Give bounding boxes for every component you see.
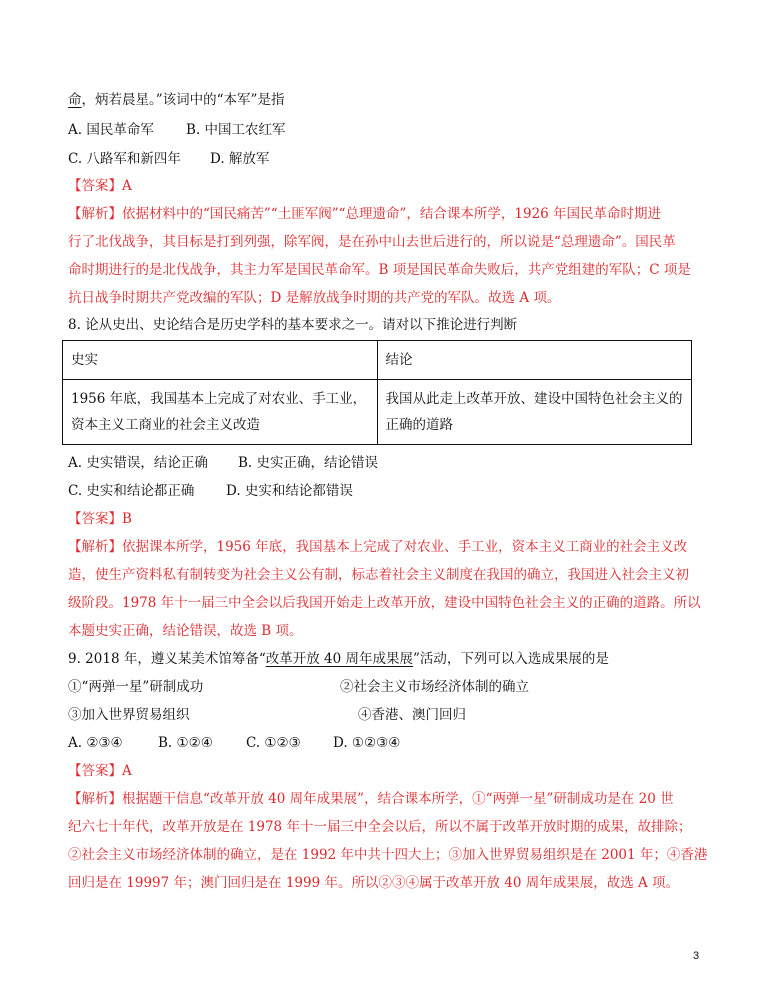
q9-stem [68, 650, 609, 668]
table-cell-conclusion: 我国从此走上改革开放、建设中国特色社会主义的正确的道路 [377, 380, 692, 445]
q8-analysis-line-1: 【解析】依据课本所学，1956 年底，我国基本上完成了对农业、手工业，资本主义工商业的社会主义改 [68, 539, 688, 555]
q9-option-a: A. ②③④ [68, 735, 123, 751]
q9-item-1: ①“两弹一星”研制成功 [68, 679, 204, 695]
q7-option-d: D. 解放军 [210, 151, 270, 167]
q8-analysis-line-2: 造，使生产资料私有制转变为社会主义公有制，标志着社会主义制度在我国的确立，我国进入社会主义初 [68, 567, 689, 583]
q9-stem-text-end: ”活动，下列可以入选成果展的是 [413, 651, 609, 667]
q8-analysis-line-4: 本题史实正确，结论错误，故选 B 项。 [68, 623, 303, 639]
q9-option-d: D. ①②③④ [333, 735, 401, 751]
q8-options-row-1 [68, 454, 379, 472]
q7-stem-text: ，炳若晨星。”该词中的“本军”是指 [81, 92, 285, 108]
q8-stem: 8. 论从史出、史论结合是历史学科的基本要求之一。请对以下推论进行判断 [68, 317, 518, 333]
table-header-cell: 结论 [377, 341, 692, 380]
q8-analysis-line-3: 级阶段。1978 年十一届三中全会以后我国开始走上改革开放，建设中国特色社会主义的正确的道路。所以 [68, 595, 701, 611]
table-row [63, 380, 692, 445]
q8-answer: 【答案】B [68, 511, 132, 527]
q9-analysis-line-3: ②社会主义市场经济体制的确立，是在 1992 年中共十四大上；③加入世界贸易组织是在 2001 年；④香港 [68, 847, 708, 863]
q7-option-c: C. 八路军和新四年 [68, 151, 181, 167]
q9-options-row [68, 734, 401, 752]
q7-analysis-line-1: 【解析】依据材料中的“国民痛苦”“土匪军阀”“总理遗命”，结合课本所学，1926 年国民革命时期进 [68, 206, 662, 222]
table-cell-fact: 1956 年底，我国基本上完成了对农业、手工业，资本主义工商业的社会主义改造 [63, 380, 378, 445]
q8-table [62, 340, 692, 445]
q7-answer: 【答案】A [68, 178, 132, 194]
q9-option-c: C. ①②③ [246, 735, 301, 751]
q7-analysis-line-4: 抗日战争时期共产党改编的军队；D 是解放战争时期的共产党的军队。故选 A 项。 [68, 290, 561, 306]
q7-analysis-line-3: 命时期进行的是北伐战争，其主力军是国民革命军。B 项是国民革命失败后，共产党组建的军队；C 项是 [68, 262, 691, 278]
q7-analysis-line-2: 行了北伐战争，其目标是打到列强，除军阀，是在孙中山去世后进行的，所以说是“总理遗命”。国民革 [68, 234, 676, 250]
q7-option-b: B. 中国工农红军 [186, 122, 286, 138]
q9-item-4: ④香港、澳门回归 [358, 707, 466, 723]
q8-option-c: C. 史实和结论都正确 [68, 483, 195, 499]
table-header-cell: 史实 [63, 341, 378, 380]
q8-option-a: A. 史实错误，结论正确 [68, 455, 208, 471]
q8-option-d: D. 史实和结论都错误 [226, 483, 353, 499]
page-number: 3 [693, 950, 700, 962]
q9-underlined-text: 改革开放 40 周年成果展 [265, 651, 413, 667]
q9-analysis-line-2: 纪六七十年代，改革开放是在 1978 年十一届三中全会以后，所以不属于改革开放时期的成果，故排除； [68, 819, 692, 835]
q7-stem-continuation [68, 91, 284, 109]
q9-answer: 【答案】A [68, 763, 132, 779]
q9-analysis-line-1: 【解析】根据题干信息“改革开放 40 周年成果展”，结合课本所学，①“两弹一星”研制成功是在 20 世 [68, 791, 674, 807]
q7-options-row-2 [68, 150, 270, 168]
q9-analysis-line-4: 回归是在 19997 年；澳门回归是在 1999 年。所以②③④属于改革开放 40 周年成果展，故选 A 项。 [68, 875, 680, 891]
q7-options-row-1 [68, 121, 286, 139]
q8-option-b: B. 史实正确，结论错误 [238, 455, 379, 471]
table-header-row [63, 341, 692, 380]
q9-items-row-2 [68, 706, 466, 724]
q9-items-row-1 [68, 678, 529, 696]
q9-item-3: ③加入世界贸易组织 [68, 707, 190, 723]
q9-option-b: B. ①②④ [158, 735, 213, 751]
q8-options-row-2 [68, 482, 353, 500]
q9-item-2: ②社会主义市场经济体制的确立 [340, 679, 529, 695]
q7-underlined-text: 命 [68, 92, 82, 108]
q9-stem-text: 9. 2018 年，遵义某美术馆筹备“ [68, 651, 266, 667]
q7-option-a: A. 国民革命军 [68, 122, 154, 138]
